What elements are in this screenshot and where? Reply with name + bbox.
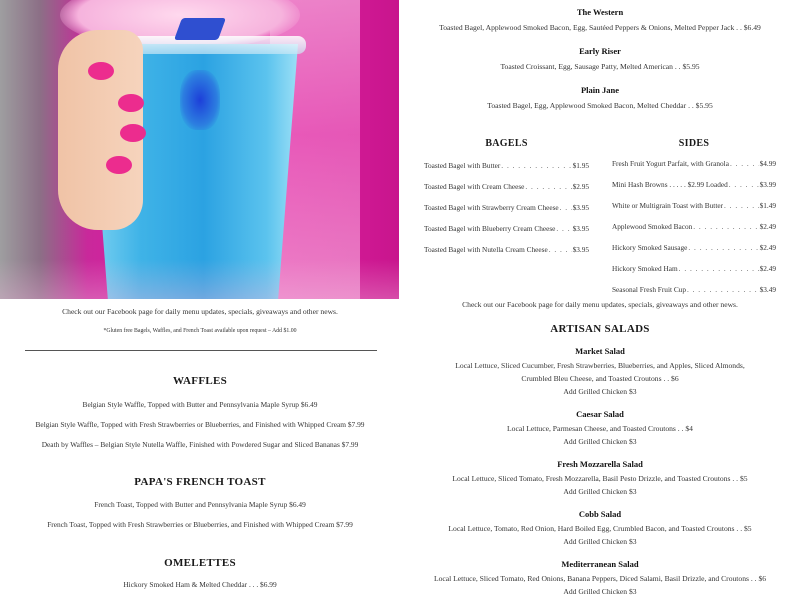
menu-line: Hickory Smoked Ham & Melted Cheddar . . . $6.99 <box>123 580 277 589</box>
row-price: $3.99 <box>759 180 776 189</box>
salad-add-on: Add Grilled Chicken $3 <box>563 487 637 496</box>
bagels-section <box>424 138 589 266</box>
salads-heading: ARTISAN SALADS <box>550 323 650 335</box>
salad-line: Local Lettuce, Sliced Cucumber, Fresh Strawberries, Blueberries, and Apples, Sliced Almonds, <box>455 361 745 370</box>
row-price: $2.49 <box>759 264 776 273</box>
menu-line: French Toast, Topped with Butter and Pennsylvania Maple Syrup $6.49 <box>94 500 306 509</box>
salad-title: Market Salad <box>575 346 625 356</box>
row-name: Hickory Smoked Ham <box>612 264 678 273</box>
salad-fresh-mozzarella <box>400 459 800 496</box>
straw <box>174 18 226 40</box>
row-price: $2.95 <box>572 182 589 191</box>
salad-title: Caesar Salad <box>576 409 624 419</box>
sides-section <box>612 138 776 294</box>
row-name: Hickory Smoked Sausage <box>612 243 688 252</box>
french-toast-section <box>0 476 400 529</box>
fingernail <box>106 156 132 174</box>
row-name: Fresh Fruit Yogurt Parfait, with Granola <box>612 159 729 168</box>
row-name: Mini Hash Browns . . . . . $2.99 Loaded <box>612 180 728 189</box>
bagels-heading: BAGELS <box>485 138 528 149</box>
row-name: Toasted Bagel with Butter <box>424 161 501 170</box>
fingernail <box>120 124 146 142</box>
dot-leader <box>560 203 572 212</box>
waffles-heading: WAFFLES <box>172 375 228 387</box>
menu-line: Belgian Style Waffle, Topped with Butter and Pennsylvania Maple Syrup $6.49 <box>82 400 318 409</box>
salad-line: Local Lettuce, Sliced Tomato, Fresh Mozzarella, Basil Pesto Drizzle, and Toasted Croutons . . $5 <box>452 474 748 483</box>
row-name: White or Multigrain Toast with Butter <box>612 201 724 210</box>
menu-row <box>424 161 589 170</box>
salad-line: Local Lettuce, Tomato, Red Onion, Hard Boiled Egg, Crumbled Bacon, and Toasted Croutons . . $5 <box>448 524 752 533</box>
menu-row <box>424 224 589 233</box>
row-name: Applewood Smoked Bacon <box>612 222 693 231</box>
salad-caesar <box>400 409 800 446</box>
menu-row <box>612 201 776 210</box>
item-title: The Western <box>576 7 624 17</box>
dot-leader <box>525 182 571 191</box>
photo-fade <box>0 259 399 299</box>
menu-line: Death by Waffles – Belgian Style Nutella Waffle, Finished with Powdered Sugar and Sliced Bananas $7.99 <box>41 440 359 449</box>
gluten-free-note: *Gluten free Bagels, Waffles, and French Toast available upon request – Add $1.00 <box>103 328 297 334</box>
item-title: Plain Jane <box>580 85 620 95</box>
salad-line: Crumbled Bleu Cheese, and Toasted Croutons . . $6 <box>521 374 679 383</box>
blue-ice <box>180 70 220 130</box>
menu-row <box>612 285 776 294</box>
row-name: Seasonal Fresh Fruit Cup <box>612 285 686 294</box>
salad-line: Local Lettuce, Parmesan Cheese, and Toasted Croutons . . $4 <box>507 424 693 433</box>
facebook-note-right: Check out our Facebook page for daily menu updates, specials, giveaways and other news. <box>462 300 738 309</box>
row-name: Toasted Bagel with Blueberry Cream Cheese <box>424 224 556 233</box>
fingernail <box>118 94 144 112</box>
omelettes-heading: OMELETTES <box>164 557 236 569</box>
row-price: $2.49 <box>759 243 776 252</box>
salad-add-on: Add Grilled Chicken $3 <box>563 587 637 596</box>
row-price: $3.95 <box>572 245 589 254</box>
menu-row <box>612 159 776 168</box>
row-price: $3.49 <box>759 285 776 294</box>
dot-leader <box>549 245 572 254</box>
breakfast-item-plain-jane <box>400 85 800 110</box>
menu-line: Belgian Style Waffle, Topped with Fresh Strawberries or Blueberries, and Finished with Whipped Cream $7.99 <box>35 420 365 429</box>
dot-leader <box>729 180 759 189</box>
salad-line: Local Lettuce, Sliced Tomato, Red Onions, Banana Peppers, Diced Salami, Basil Drizzle, and Croutons . . $6 <box>433 574 767 583</box>
dot-leader <box>679 264 759 273</box>
dot-leader <box>693 222 758 231</box>
dot-leader <box>724 201 759 210</box>
row-price: $2.49 <box>759 222 776 231</box>
breakfast-item-western <box>400 7 800 32</box>
menu-row <box>424 245 589 254</box>
row-price: $1.95 <box>572 161 589 170</box>
menu-row <box>612 222 776 231</box>
row-price: $3.95 <box>572 203 589 212</box>
dot-leader <box>556 224 571 233</box>
row-price: $1.49 <box>759 201 776 210</box>
fingernail <box>88 62 114 80</box>
menu-row <box>612 243 776 252</box>
dot-leader <box>501 161 571 170</box>
dot-leader <box>730 159 759 168</box>
salad-cobb <box>400 509 800 546</box>
menu-row <box>424 182 589 191</box>
salad-add-on: Add Grilled Chicken $3 <box>563 537 637 546</box>
salad-add-on: Add Grilled Chicken $3 <box>563 387 637 396</box>
salads-section <box>400 323 800 596</box>
salad-title: Mediterranean Salad <box>561 559 639 569</box>
sides-heading: SIDES <box>678 138 710 149</box>
salad-title: Cobb Salad <box>578 509 622 519</box>
row-name: Toasted Bagel with Cream Cheese <box>424 182 525 191</box>
dot-leader <box>687 285 759 294</box>
dot-leader <box>688 243 758 252</box>
drink-photo <box>0 0 399 299</box>
item-description: Toasted Croissant, Egg, Sausage Patty, Melted American . . $5.95 <box>500 62 700 71</box>
salad-mediterranean <box>400 559 800 596</box>
facebook-note-left: Check out our Facebook page for daily menu updates, specials, giveaways and other news. <box>62 307 338 316</box>
salad-market <box>400 346 800 396</box>
omelettes-section <box>0 557 400 589</box>
item-title: Early Riser <box>579 46 621 56</box>
row-name: Toasted Bagel with Strawberry Cream Cheese <box>424 203 559 212</box>
menu-line: French Toast, Topped with Fresh Strawberries or Blueberries, and Finished with Whipped Cream $7.99 <box>47 520 353 529</box>
row-name: Toasted Bagel with Nutella Cream Cheese <box>424 245 548 254</box>
menu-row <box>612 264 776 273</box>
item-description: Toasted Bagel, Applewood Smoked Bacon, Egg, Sautéed Peppers & Onions, Melted Pepper Jack . . $6.49 <box>439 23 761 32</box>
divider <box>25 350 377 351</box>
row-price: $3.95 <box>572 224 589 233</box>
item-description: Toasted Bagel, Egg, Applewood Smoked Bacon, Melted Cheddar . . $5.95 <box>487 101 713 110</box>
menu-row <box>612 180 776 189</box>
french-toast-heading: PAPA'S FRENCH TOAST <box>134 476 266 488</box>
breakfast-item-early-riser <box>400 46 800 71</box>
salad-add-on: Add Grilled Chicken $3 <box>563 437 637 446</box>
salad-title: Fresh Mozzarella Salad <box>557 459 643 469</box>
menu-row <box>424 203 589 212</box>
waffles-section <box>0 375 400 449</box>
row-price: $4.99 <box>759 159 776 168</box>
